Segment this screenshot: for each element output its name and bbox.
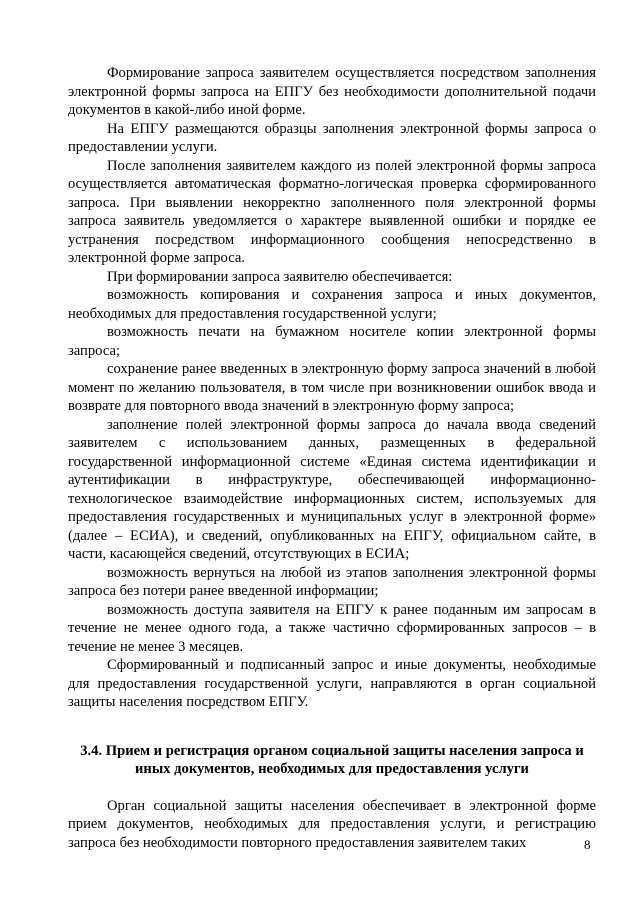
list-item: сохранение ранее введенных в электронную форму запроса значений в любой момент по желанию пользователя, в том числе при возникновении ошибок ввода и возврате для повторного ввода значений в электронную форму запроса; <box>68 361 596 414</box>
paragraph: При формировании запроса заявителю обеспечивается: <box>107 268 453 285</box>
paragraph: На ЕПГУ размещаются образцы заполнения электронной формы запроса о предоставлении услуги. <box>68 120 596 155</box>
section-heading: 3.4. Прием и регистрация органом социальной защиты населения запроса и иных документов, необходимых для предоставления услуги <box>80 742 584 777</box>
list-item: возможность доступа заявителя на ЕПГУ к ранее поданным им запросам в течение не менее одного года, а также частично сформированных запросов – в течение не менее 3 месяцев. <box>68 601 596 655</box>
page-content <box>68 64 596 852</box>
list-item: заполнение полей электронной формы запроса до начала ввода сведений заявителем с использованием данных, размещенных в федеральной государственной информационной системе «Единая система идентификации и аутентификации в инфраструктуре, обеспечивающей информационно-технологическое взаимодействие информационных систем, используемых для предоставления государственных и муниципальных услуг в электронной форме» (далее – ЕСИА), и сведений, опубликованных на ЕПГУ, официальном сайте, в части, касающейся сведений, отсутствующих в ЕСИА; <box>68 416 596 562</box>
paragraph: Сформированный и подписанный запрос и иные документы, необходимые для предоставления государственной услуги, направляются в орган социальной защиты населения посредством ЕПГУ. <box>68 657 596 710</box>
paragraph: Формирование запроса заявителем осуществляется посредством заполнения электронной формы запроса на ЕПГУ без необходимости дополнительной подачи документов в какой-либо иной форме. <box>68 65 596 118</box>
paragraph: Орган социальной защиты населения обеспечивает в электронной форме прием документов, необходимых для предоставления услуги, и регистрацию запроса без необходимости повторного предоставления заявителем таких <box>68 797 596 851</box>
list-item: возможность копирования и сохранения запроса и иных документов, необходимых для предоставления государственной услуги; <box>68 287 596 322</box>
paragraph: После заполнения заявителем каждого из полей электронной формы запроса осуществляется автоматическая форматно-логическая проверка сформированного запроса. При выявлении некорректно заполненного поля электронной формы запроса заявитель уведомляется о характере выявленной ошибки и порядке ее устранения посредством информационного сообщения непосредственно в электронной форме запроса. <box>68 157 596 266</box>
list-item: возможность вернуться на любой из этапов заполнения электронной формы запроса без потери ранее введенной информации; <box>68 564 596 599</box>
list-item: возможность печати на бумажном носителе копии электронной формы запроса; <box>68 324 596 359</box>
page-number: 8 <box>584 837 591 852</box>
